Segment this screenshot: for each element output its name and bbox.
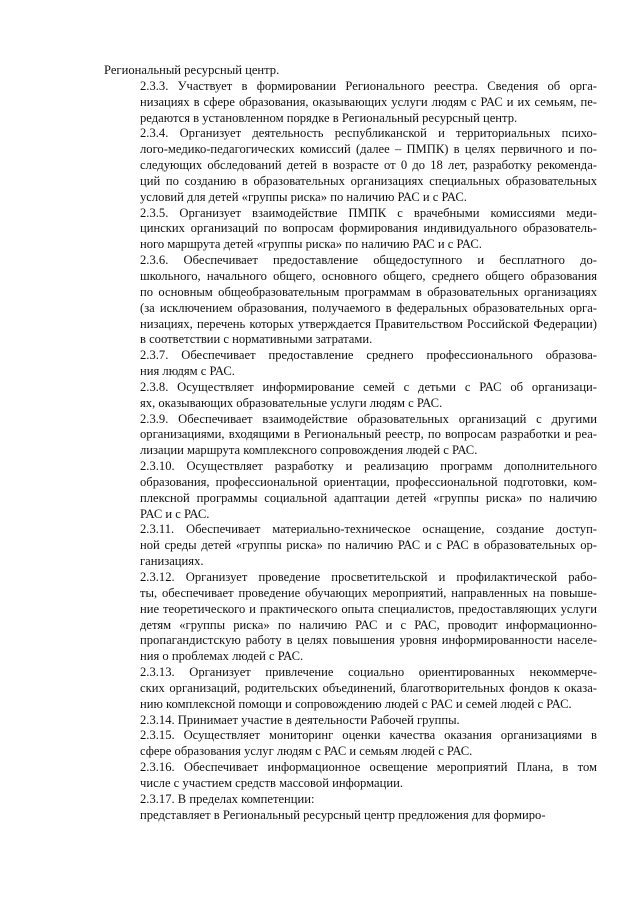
text-line: редаются в установленном порядке в Региональный ресурсный центр. — [140, 110, 518, 125]
text-line: ной среды детей «группы риска» по наличию РАС и с РАС в образовательных ор- — [140, 538, 597, 553]
paragraph — [104, 792, 597, 808]
text-line: ния людям с РАС. — [140, 364, 235, 379]
paragraph — [104, 348, 597, 380]
text-line: ских организаций, родительских объединений, благотворительных фондов к оказа- — [140, 680, 597, 695]
text-line: низациях в сфере образования, оказывающих услуги людям с РАС и их семьям, пе- — [140, 94, 597, 109]
paragraph — [104, 412, 597, 460]
text-line: 2.3.13. Организует привлечение социально ориентированных некоммерче- — [140, 665, 597, 680]
text-line: следующих обследований детей в возрасте от 0 до 18 лет, разработку рекоменда- — [140, 158, 597, 173]
paragraph — [104, 760, 597, 792]
text-line: нию комплексной помощи и сопровождению людей с РАС и семей людей с РАС. — [140, 696, 572, 711]
paragraph — [104, 126, 597, 205]
text-line: РАС и с РАС. — [140, 506, 210, 521]
text-line: сфере образования услуг людям с РАС и семьям людей с РАС. — [140, 744, 473, 759]
paragraph — [104, 79, 597, 127]
paragraph — [104, 570, 597, 665]
text-line: плексной программы социальной адаптации детей «группы риска» по наличию — [140, 490, 597, 505]
text-line: ты, обеспечивает проведение обучающих мероприятий, направленных на повыше- — [140, 585, 597, 600]
text-line: 2.3.4. Организует деятельность республиканской и территориальных психо- — [140, 126, 597, 141]
text-line: ях, оказывающих образовательные услуги людям с РАС. — [140, 395, 443, 410]
text-line: лизации маршрута комплексного сопровождения людей с РАС. — [140, 443, 478, 458]
text-line: цинских организаций по вопросам формирования индивидуального образователь- — [140, 221, 597, 236]
text-line: 2.3.14. Принимает участие в деятельности Рабочей группы. — [140, 712, 460, 727]
text-line: 2.3.5. Организует взаимодействие ПМПК с врачебными комиссиями меди- — [140, 205, 597, 220]
text-line: низациях, перечень которых утверждается Правительством Российской Федерации) — [140, 316, 597, 331]
text-line: организациями, входящими в Региональный реестр, по вопросам разработки и реа- — [140, 427, 597, 442]
paragraph — [104, 380, 597, 412]
paragraph — [104, 728, 597, 760]
paragraph — [104, 808, 597, 824]
text-line: 2.3.7. Обеспечивает предоставление среднего профессионального образова- — [140, 348, 597, 363]
text-line: лого-медико-педагогических комиссий (далее – ПМПК) в целях первичного и по- — [140, 142, 597, 157]
text-line: 2.3.17. В пределах компетенции: — [140, 791, 315, 806]
text-line: числе с участием средств массовой информации. — [140, 775, 403, 790]
paragraph — [104, 63, 597, 79]
text-line: 2.3.9. Обеспечивает взаимодействие образовательных организаций с другими — [140, 411, 597, 426]
paragraph — [104, 459, 597, 522]
text-line: детям «группы риска» по наличию РАС и с РАС, проводит информационно- — [140, 617, 597, 632]
text-line: 2.3.15. Осуществляет мониторинг оценки качества оказания организациями в — [140, 728, 597, 743]
text-line: по основным общеобразовательным программам в образовательных организациях — [140, 284, 597, 299]
text-line: ния о проблемах людей с РАС. — [140, 649, 304, 664]
text-line: 2.3.12. Организует проведение просветительской и профилактической рабо- — [140, 570, 597, 584]
text-line: (за исключением образования, получаемого в федеральных образовательных орга- — [140, 300, 597, 315]
text-line: 2.3.11. Обеспечивает материально-техническое оснащение, создание доступ- — [140, 522, 597, 537]
paragraph — [104, 713, 597, 729]
text-line: Региональный ресурсный центр. — [104, 63, 280, 77]
text-line: в соответствии с нормативными затратами. — [140, 332, 373, 347]
text-line: школьного, начального общего, основного общего, среднего общего образования — [140, 268, 597, 283]
text-line: 2.3.6. Обеспечивает предоставление общедоступного и бесплатного до- — [140, 253, 597, 268]
text-line: ного маршрута детей «группы риска» по наличию РАС и с РАС. — [140, 237, 482, 252]
text-line: образования, профессиональной ориентации, профессиональной подготовки, ком- — [140, 474, 597, 489]
paragraph — [104, 253, 597, 348]
paragraph — [104, 206, 597, 254]
text-line: 2.3.16. Обеспечивает информационное освещение мероприятий Плана, в том — [140, 760, 597, 775]
text-line: 2.3.3. Участвует в формировании Регионального реестра. Сведения об орга- — [140, 78, 597, 93]
text-line: 2.3.8. Осуществляет информирование семей с детьми с РАС об организаци- — [140, 379, 597, 394]
text-line: 2.3.10. Осуществляет разработку и реализацию программ дополнительного — [140, 459, 597, 474]
text-line: пропагандистскую работу в целях повышения уровня информированности населе- — [140, 633, 597, 648]
paragraph — [104, 665, 597, 713]
paragraph — [104, 522, 597, 570]
document-body — [104, 63, 597, 824]
text-line: представляет в Региональный ресурсный центр предложения для формиро- — [140, 807, 546, 822]
text-line: ние теоретического и практического опыта специалистов, предоставляющих услуги — [140, 601, 597, 616]
text-line: ганизациях. — [140, 554, 204, 569]
text-line: условий для детей «группы риска» по наличию РАС и с РАС. — [140, 189, 467, 204]
text-line: ций по созданию в образовательных организациях специальных образовательных — [140, 173, 597, 188]
